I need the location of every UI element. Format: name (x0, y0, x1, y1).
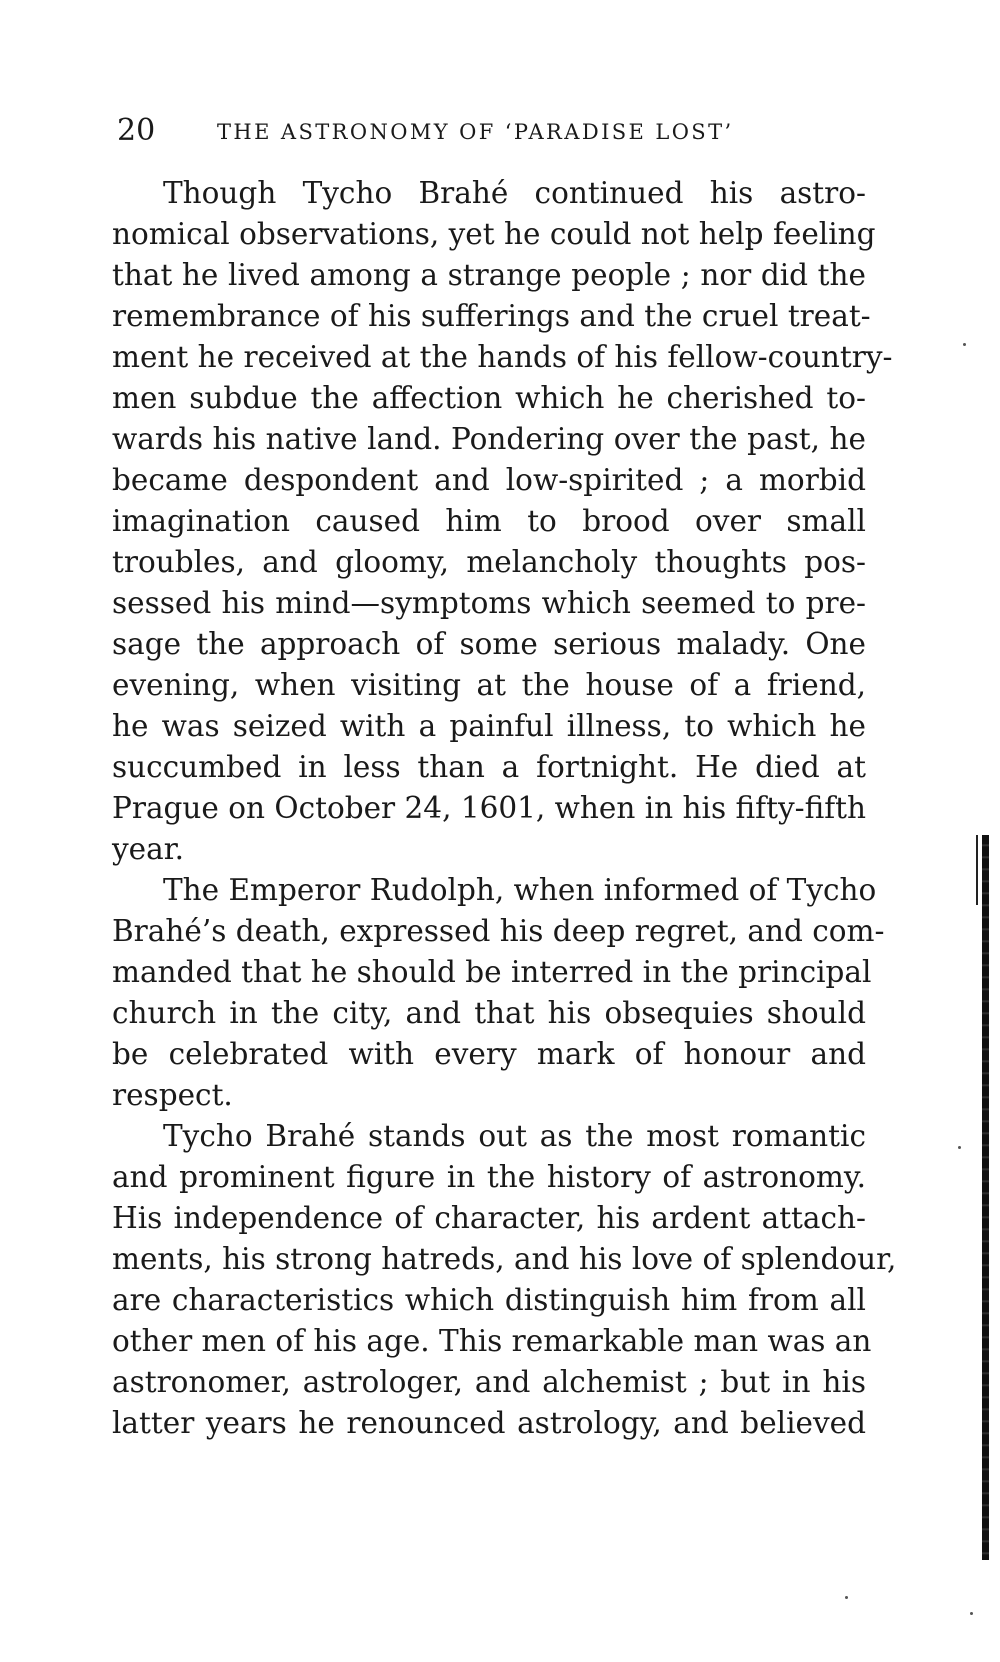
text-line: wards his native land. Pondering over the past, he (112, 422, 866, 456)
text-line: Tycho Brahé stands out as the most romantic (163, 1119, 866, 1153)
text-line: imagination caused him to brood over small (112, 504, 866, 538)
text-line: he was seized with a painful illness, to which he (112, 709, 866, 743)
text-line: ment he received at the hands of his fellow-country- (112, 340, 893, 374)
text-line: Brahé’s death, expressed his deep regret, and com- (112, 914, 885, 948)
text-line: nomical observations, yet he could not help feeling (112, 217, 876, 251)
text-line: sage the approach of some serious malady. One (112, 627, 866, 661)
text-line: latter years he renounced astrology, and believed (112, 1406, 866, 1440)
text-line: became despondent and low-spirited ; a morbid (112, 463, 866, 497)
scan-page-edge-shadow (976, 835, 978, 905)
text-line: The Emperor Rudolph, when informed of Tycho (163, 873, 877, 907)
text-line: ments, his strong hatreds, and his love of splendour, (112, 1242, 897, 1276)
text-line: and prominent figure in the history of astronomy. (112, 1160, 866, 1194)
text-line: sessed his mind—symptoms which seemed to pre- (112, 586, 866, 620)
text-line: remembrance of his sufferings and the cruel treat- (112, 299, 871, 333)
scan-speck (958, 1146, 961, 1149)
text-line: year. (112, 832, 184, 866)
text-line: Prague on October 24, 1601, when in his fifty-fifth (112, 791, 867, 825)
text-line: other men of his age. This remarkable man was an (112, 1324, 872, 1358)
text-line: respect. (112, 1078, 233, 1112)
text-line: troubles, and gloomy, melancholy thoughts pos- (112, 545, 866, 579)
scan-speck (970, 1612, 973, 1615)
scan-speck (845, 1596, 848, 1599)
text-line: church in the city, and that his obsequies should (112, 996, 866, 1030)
running-title: THE ASTRONOMY OF ‘PARADISE LOST’ (217, 120, 734, 144)
text-line: be celebrated with every mark of honour and (112, 1037, 866, 1071)
scan-speck (963, 343, 966, 346)
text-line: that he lived among a strange people ; nor did the (112, 258, 866, 292)
text-line: Though Tycho Brahé continued his astro- (163, 176, 866, 210)
text-line: men subdue the affection which he cherished to- (112, 381, 866, 415)
scan-page-edge (982, 835, 989, 1560)
text-line: astronomer, astrologer, and alchemist ; but in his (112, 1365, 866, 1399)
text-line: His independence of character, his ardent attach- (112, 1201, 866, 1235)
text-line: manded that he should be interred in the principal (112, 955, 872, 989)
text-line: are characteristics which distinguish him from all (112, 1283, 866, 1317)
text-line: evening, when visiting at the house of a friend, (112, 668, 866, 702)
page-number: 20 (117, 113, 156, 148)
text-line: succumbed in less than a fortnight. He died at (112, 750, 866, 784)
